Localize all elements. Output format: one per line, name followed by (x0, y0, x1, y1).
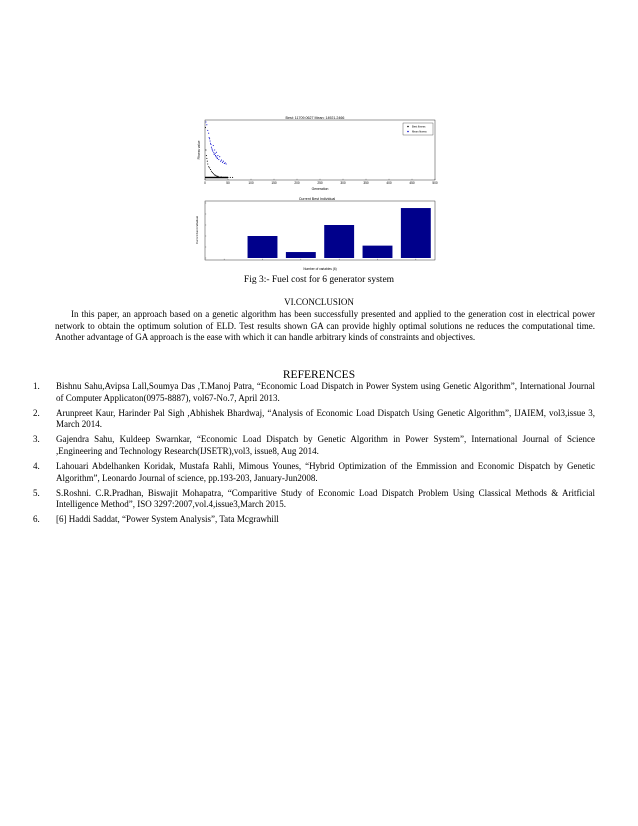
xtick-label: 150 (271, 181, 277, 185)
conclusion-paragraph: In this paper, an approach based on a genetic algorithm has been successfully presented and applied to the generation cost in electrical power network to obtain the optimum solution of ELD. Test results shown GA can provide highly optimal solutions ne reduces the computational time. Another advantage of GA approach is the ease with which it can handle arbitrary kinds of constraints and objectives. (55, 309, 595, 343)
reference-item (33, 381, 595, 404)
top-plot-points (205, 121, 233, 178)
best-fitness-point (214, 174, 215, 175)
best-fitness-point (217, 176, 218, 177)
reference-item (33, 514, 595, 526)
bar-6 (401, 208, 431, 258)
mean-fitness-point (207, 130, 208, 131)
bottom-plot-frame (205, 201, 435, 260)
top-plot-legend (403, 123, 433, 135)
mean-fitness-point (214, 154, 215, 155)
mean-fitness-point (216, 152, 217, 153)
references-list (33, 381, 595, 530)
legend-marker-best (407, 126, 409, 128)
reference-text: Gajendra Sahu, Kuldeep Swarnkar, “Economic Load Dispatch by Genetic Algorithm in Power System”, International Journal of Science ,Engineering and Technology Research(IJSETR),vol3, issue8, Aug 2014. (56, 434, 595, 456)
reference-text: Bishnu Sahu,Avipsa Lall,Soumya Das ,T.Manoj Patra, “Economic Load Dispatch in Power System using Genetic Algorithm”, International Journal of Computer Applicaton(0975-8887), vol67-No.7, April 2013. (56, 381, 595, 403)
top-plot-xlabel: Generation (311, 187, 329, 191)
xtick-label: 350 (363, 181, 369, 185)
best-fitness-point (205, 149, 206, 150)
reference-number: 2. (33, 407, 40, 418)
figure-3 (190, 112, 445, 274)
best-fitness-point (208, 166, 209, 167)
xtick-label: 100 (248, 181, 254, 185)
best-fitness-point (206, 155, 207, 156)
xtick-label: 500 (432, 181, 438, 185)
mean-fitness-point (217, 158, 218, 159)
mean-fitness-point (219, 156, 220, 157)
reference-text: Arunpreet Kaur, Harinder Pal Sigh ,Abhishek Bhardwaj, “Analysis of Economic Load Dispatch Using Genetic Algorithm”, IJAIEM, vol3,issue 3, March 2014. (56, 407, 595, 430)
xtick-label: 250 (317, 181, 323, 185)
mean-fitness-point (223, 161, 224, 162)
figure-svg (190, 112, 445, 274)
mean-fitness-point (209, 138, 210, 139)
legend-best-label: Best fitness (412, 125, 426, 129)
mean-fitness-point (211, 148, 212, 149)
best-fitness-point (206, 158, 207, 159)
bar-2 (248, 236, 278, 258)
xtick-label: 50 (226, 181, 230, 185)
reference-text: [6] Haddi Saddat, “Power System Analysis”, Tata Mcgrawhill (56, 514, 279, 525)
mean-fitness-point (210, 143, 211, 144)
reference-item (33, 461, 595, 484)
xtick-label: 200 (294, 181, 300, 185)
reference-number: 6. (33, 514, 40, 525)
best-fitness-point (230, 177, 231, 178)
reference-text: S.Roshni. C.R.Pradhan, Biswajit Mohapatra, “Comparitive Study of Economic Load Dispatch Problem Using Classical Methods & Aritficial Intelligence Method”, ISO 3297:2007,vol.4,issue3,March 2015. (56, 487, 595, 510)
mean-fitness-point (221, 160, 222, 161)
bottom-plot-title: Current Best Individual (298, 197, 336, 201)
bar-5 (363, 246, 393, 258)
mean-fitness-point (206, 124, 207, 125)
mean-fitness-point (215, 155, 216, 156)
mean-fitness-point (215, 153, 216, 154)
reference-number: 4. (33, 461, 40, 472)
figure-caption: Fig 3:- Fuel cost for 6 generator system (243, 275, 395, 285)
legend-marker-mean (407, 131, 409, 133)
best-fitness-point (209, 167, 210, 168)
reference-number: 5. (33, 487, 40, 498)
best-fitness-point (210, 169, 211, 170)
best-fitness-point (205, 127, 206, 128)
mean-fitness-point (218, 159, 219, 160)
mean-fitness-point (210, 140, 211, 141)
top-plot-frame (205, 120, 435, 180)
conclusion-heading: VI.CONCLUSION (284, 297, 354, 307)
best-fitness-point (207, 163, 208, 164)
bottom-plot (195, 197, 435, 271)
best-fitness-point (213, 173, 214, 174)
reference-number: 1. (33, 381, 40, 391)
reference-item (33, 488, 595, 511)
mean-fitness-point (205, 121, 206, 122)
top-plot (197, 116, 438, 191)
top-plot-xticks (204, 179, 438, 185)
best-fitness-point (211, 171, 212, 172)
mean-fitness-point (215, 156, 216, 157)
bottom-plot-xlabel: Number of variables (6) (303, 267, 337, 271)
top-plot-ylabel: Fitness value (197, 140, 201, 160)
mean-fitness-point (220, 161, 221, 162)
best-fitness-point (207, 161, 208, 162)
best-fitness-point (212, 172, 213, 173)
mean-fitness-point (209, 137, 210, 138)
mean-fitness-point (214, 149, 215, 150)
mean-fitness-point (208, 133, 209, 134)
mean-fitness-point (212, 151, 213, 152)
legend-mean-label: Mean fitness (412, 130, 427, 134)
bar-3 (286, 252, 316, 258)
best-fitness-point (232, 177, 233, 178)
top-plot-title: Best: 11709.0627 Mean: 14921.2466 (285, 116, 345, 120)
mean-fitness-point (224, 163, 225, 164)
bottom-plot-ylabel: Current best individual (195, 216, 199, 244)
best-fitness-point (215, 175, 216, 176)
best-fitness-point (215, 175, 216, 176)
xtick-label: 300 (340, 181, 346, 185)
mean-fitness-point (213, 152, 214, 153)
xtick-label: 400 (386, 181, 392, 185)
mean-fitness-point (211, 147, 212, 148)
mean-fitness-point (210, 144, 211, 145)
mean-fitness-point (226, 163, 227, 164)
xtick-label: 450 (409, 181, 415, 185)
reference-text: Lahouari Abdelhanken Koridak, Mustafa Rahli, Mimous Younes, “Hybrid Optimization of the Emmission and Economic Dispatch by Genetic Algorithm”, Leonardo Journal of science, pp.193-203, January-Jun2008. (56, 461, 595, 483)
mean-fitness-point (217, 155, 218, 156)
reference-item (33, 408, 595, 431)
bottom-plot-bars (248, 208, 431, 258)
reference-item (33, 434, 595, 457)
mean-fitness-point (222, 162, 223, 163)
bar-4 (324, 225, 354, 258)
mean-fitness-point (213, 145, 214, 146)
references-heading: REFERENCES (282, 369, 356, 381)
mean-fitness-point (225, 162, 226, 163)
xtick-label: 0 (204, 181, 206, 185)
reference-number: 3. (33, 434, 40, 445)
mean-fitness-point (212, 149, 213, 150)
